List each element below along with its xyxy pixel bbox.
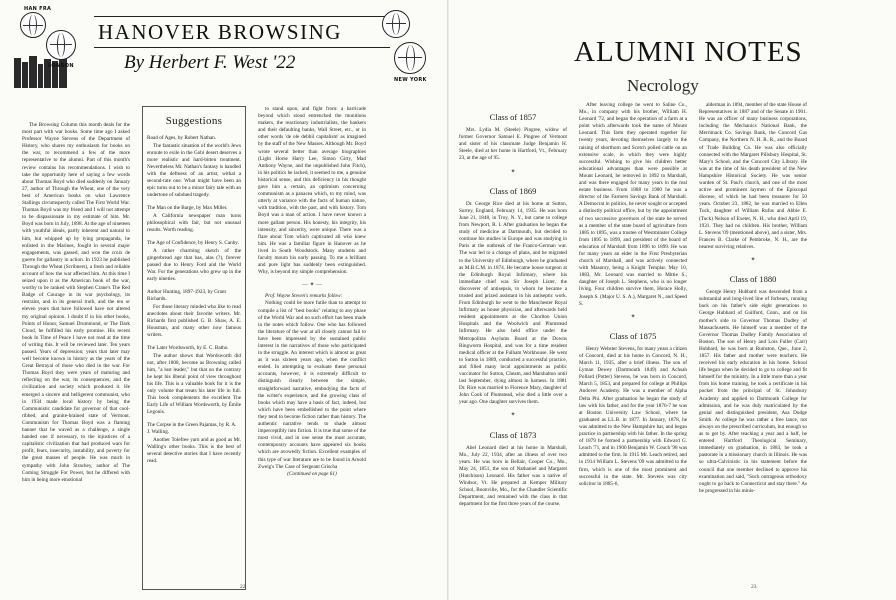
suggestion-book: Author Hunting, 1897-1923, by Grant Richards.: [147, 289, 226, 302]
column-text-r3: [699, 102, 807, 495]
seal-label: HAN FRA: [24, 6, 52, 12]
section-subtitle: Necrology: [627, 76, 699, 95]
divider-icon: — ✦ —: [301, 282, 323, 289]
column-text-r2: [579, 102, 687, 488]
right-page: [449, 0, 896, 600]
globe-icon: [382, 10, 410, 38]
suggestion-item: [147, 205, 241, 234]
class-heading: Class of 1880: [729, 274, 777, 285]
paragraph: The Browsing Column this month deals for the most part with war books. Some time ago I asked Professor Wayne Stevens of the Department of History, who shares my enthusiasm for books on the war, to recommend a few of the more representative to the alumni. Part of this month's review contains his recommendations. I wish to take the opportunity here of saying a few words about Thomas Boyd who died suddenly on January 27, author of Through the Wheat, one of the very best of American books on what Lawrence Stallings circumspectly called The First World War. Thomas Boyd was my friend and I will not attempt to be dispassionate in my estimate of him. Mr. Boyd was born in July, 1898. At the age of nineteen with youthful ideals, partly inherent and natural to him, but whipped up by lying propaganda, he enlisted in the Marines, fought in several major engagements, was gassed, and won the croix de guerre for gallantry in action. In 1923 he published Through the Wheat (Scribners), a fresh and reliable account of how the war affected him. At this time I seized upon it as the American book of the war, worthy to be ranked with Stephen Crane's The Red Badge of Courage in its war psychology, its restraint, and in its general truth, and the ten or eleven years that have followed have not altered my original opinion. I doubt if in his other books, Points of Honor, Samuel Drummond, or The Dark Cloud, he fulfilled his early promise. His recent book In Time of Peace I have not read at the time of writing this. It will be reviewed later. Ten years passed. Years of depression; years that later may well become known in history as the years of the Great Betrayal of those who died in the war. For Thomas Boyd they were years of maturing and reflecting on the war, its consequences, and the civilization and society which produced it. He emerged a sincere and belligerent communist, who in 1934 made local history by being the Communistic candidate for governor of that cool-ribbed, and granite-brained state of Vermont. Communism for Thomas Boyd was a flaming banner that he waved as a challenge, a single handed one if necessary, to the injustices of a capitalistic civilization that had produced wars for profit, fears, insecurity, instability, and poverty for the great masses of people. He was much in sympathy with John Strachey, author of The Coming Struggle For Power, but he differed with him in being more emotional: [22, 122, 130, 483]
seal-label: NEW YORK: [394, 77, 427, 83]
continued-note: (Continued on page 61): [287, 470, 337, 477]
globe-icon: [20, 12, 46, 38]
suggestion-desc: Another Tolefree yarn and as good as Mr. Walling's other books. This is the best of several detective stories that I have recently read.: [147, 437, 241, 464]
page-number: 22: [240, 584, 246, 590]
suggestion-desc: A California newspaper man turns philosophical with fair, but not unusual results. Worth reading.: [147, 213, 241, 233]
column-text-r1: [459, 102, 567, 509]
suggestion-book: The Man on the Barge, by Max Miller.: [147, 205, 228, 211]
divider-icon: ✦: [510, 168, 516, 175]
paragraph: Nothing could be more futile than to attempt to compile a list of "best books" relating to any phase of the World War and no such effort has been made in the notes which follow. One who has followed the literature of the war at all closely cannot fail to have been impressed by the sustained public interest in the narratives of those who participated in the struggle. An interest which is almost as great as it was sixteen years ago, when the conflict ended. In attempting to evaluate these personal accounts, however, it is extremely difficult to distinguish clearly between the simple, straightforward narrative, embodying the facts of the writer's experience, and the growing class of books which may have a basis of fact, indeed, but which have been embellished to the point where they tend to become fiction rather than history. The authentic narrative tends to shade almost imperceptibly into fiction. It is true that some of the most vivid, and in one sense the most accurate, contemporary accounts have appeared six books which are avowedly fiction. Excellent examples of this type of war literature are to be found in Arnold Zweig's The Case of Sergeant Grischa: [258, 300, 366, 470]
banner-rule-mid: [94, 47, 390, 48]
column-banner: [6, 6, 436, 96]
seal-label: LONDON: [48, 63, 74, 69]
class-heading: Class of 1875: [609, 330, 657, 341]
class-heading: Class of 1869: [489, 185, 537, 196]
section-heading: Prof. Wayne Steven's remarks follow:: [265, 293, 343, 300]
suggestion-item: [147, 422, 241, 465]
suggestion-desc: For those literary minded who like to read anecdotes about their favorite writers. Mr. Richards first published G. B. Shaw, A. E. Housman, and many other now famous writers.: [147, 304, 241, 338]
suggestion-desc: A rather charming sketch of the gingerbread age that has, alas (?), forever passed due to Henry Ford and the World War. For the generations who grew up in the early nineties.: [147, 248, 241, 282]
class-heading: Class of 1857: [489, 112, 537, 122]
column-text-3: [258, 106, 366, 478]
column-title: HANOVER BROWSING: [98, 20, 342, 44]
left-page: [0, 0, 447, 600]
suggestion-desc: The fantastic situation of the world's Jews enroute to exile in the Gobi desert deserves a more realistic and hard-bitten treatment. Nevertheless Mr. Nathan's fantasy is handled with the deftness of an artist, withal a second-rate one. What might have been an epic turns out to be a minor fairy tale with an undertone of subdued tragedy.: [147, 143, 241, 198]
obituary: After leaving college he went to Saline Co., Mo., in company with his brother, William H. Leonard '72, and began the operation of a farm at a point which afterwards took the name of Mount Leonard. This farm they operated together for twenty years, devoting themselves largely to the raising of shorthorn and Scotch polled cattle on an extensive scale, in which they were highly successful. Wishing to give his children better educational advantages than were possible at Mount Leonard, he removed in 1892 to Marshall, and was there engaged for many years in the real estate business. From 1888 to 1900 he was a director of the Farmers Savings Bank of Marshall. A Democrat in politics, he never sought or accepted a distinctly political office, but by the appointment of two successive governors of the state he served as a member of the state board of agriculture from 1885 to 1895, was a trustee of Westminster College from 1895 to 1899, and president of the board of education of Marshall from 1896 to 1899. He was for many years an elder in the First Presbyterian church of Marshall, and was actively connected with Masonry, being a Knight Templar. May 10, 1883, Mr. Leonard was married to Mittie S., daughter of Joseph L. Stephens, who is no longer living. Four children survive them, Horace Holly, Joseph S. (Major U. S. A.), Margaret N., and Speed S.: [579, 102, 687, 307]
divider-icon: ✦: [510, 412, 516, 419]
suggestion-book: The Age of Confidence, by Henry S. Canby.: [147, 240, 239, 246]
paragraph: to stand upon, and fight from: a barricade beyond which stood entrenched the munitions makers, the reactionary industrialists, the bankers and their defaulting banks, Wall Street, etc., or in other words 'de ole debbil capitalism' as imagined by the staff of the New Masses. Although Mr. Boyd wrote several better than average biographies (Light Horse Harry Lee, Simon Girty, Mad Anthony Wayne, and the unpublished John Fitch), in his politics he lacked, it seemed to me, a genuine historical sense, and this deficiency in his thought gave him a certain, an optimism concerning communism as a panacea which, to my mind, was utterly at variance with the facts of human nature, with tradition, with the past, and with history. Tom Boyd was a man of action. I have never known a more gallant person. His honesty, his integrity, his intensity, and sincerity, were unique. There was a flare about Tom which captivated all who knew him. He was a familiar figure in Hanover as he lived in South Woodstock. Many students and faculty mourn his early passing. To me a brilliant and pure light has suddenly been extinguished. Why, is beyond my simple comprehension.: [258, 106, 366, 276]
column-text-1: [22, 122, 130, 484]
suggestion-book: The Corpse in the Green Pajamas, by R. A. J. Walling.: [147, 422, 237, 435]
obituary: Henry Webster Stevens, for many years a citizen of Concord, died at his home in Concord, N. H., March 11, 1935, after a brief illness. The son of Lyman Dewey (Dartmouth 1849) and Achsah Pollard (Potter) Stevens, he was born in Concord, March 5, 1853, and prepared for college at Phillips Andover Academy. He was a member of Alpha Delta Phi. After graduation he began the study of law with his father, and for the year 1876-7 he was at Boston University Law School, where he graduated as LL.B. in 1877. In January, 1878, he was admitted to the New Hampshire bar, and began practice in partnership with his father. In the spring of 1879 he formed a partnership with Edward G. Leach '71, and in 1900 Benjamin W. Couch '98 was admitted to the firm. In 1915 Mr. Leach retired, and in 1914 William L. Stevens '09 was admitted to the firm, which is one of the most prominent and successful in the state. Mr. Stevens was city solicitor in 1885-6,: [579, 345, 687, 487]
obituary: alderman in 1894, member of the state House of Representatives in 1887 and of the Senate in 1901. He was an officer of many business corporations, including the Mechanics National Bank, the Merrimack Co. Savings Bank, the Concord Gas Company, the Northern N. H. R. R., and the Board of Trade Building Co. He was also officially connected with the Margaret Pillsbury Hospital, St. Mary's School, and the Concord City Library. He was at the time of his death president of the New Hampshire Historical Society. He was senior warden of St. Paul's church, and one of the most active and prominent laymen of the Episcopal diocese, of which he had been treasurer for 50 years. October 23, 1882, he was married to Ellen Tuck, daughter of William Rufus and Abbie E. (Tuck) Nelson of Exeter, N. H., who died April 19, 1931. They had no children. His brother, William L. Stevens '09 (mentioned above), and a sister, Mrs. Frances B. Clarke of Pembroke, N. H., are the nearest surviving relatives.: [699, 102, 807, 250]
page-number: 23: [751, 584, 757, 590]
divider-icon: ✦: [750, 256, 756, 263]
suggestions-box: [142, 106, 246, 590]
suggestion-item: [147, 135, 241, 199]
obituary: Dr. George Rice died at his home at Sutton, Surrey, England, February 14, 1935. He was born June 21, 1848, in Troy, N. Y., but came to college from Newport, R. I. After graduation he began the study of medicine at Dartmouth, but decided to continue his studies in Europe and was studying in Paris at the outbreak of the Franco-German war. The war led to a change of plans, and he migrated to the University of Edinburgh, where he graduated as M.B.C.M. in 1874. He became house surgeon at the Edinburgh Royal Infirmary, where his immediate chief was Sir Joseph Lister, the discoverer of antisepsis, to whom he became a trusted and prized assistant in his antiseptic work. From Edinburgh he went to the Manchester Royal Infirmary as house physician, and afterwards held resident appointments at the Chorlton Union Hospitals and the Woolwich and Plumstead Infirmary. He also held office under the Metropolitan Asylums Board at the Downs Ringworm Hospital, and was for a time resident medical officer at the Fulham Workhouse. He went to Sutton in 1889, conducted a successful practice, and filled many local appointments as public vaccinator for Sutton, Cheam, and Marshalton until last September, dying almost in harness. In 1881 Dr. Rice was married to Florence Mary, daughter of John Cook of Plumstead, who died a little over a year ago. One daughter survives them.: [459, 200, 567, 406]
suggestion-item: [147, 240, 241, 283]
column-byline: By Herbert F. West '22: [124, 52, 296, 73]
suggestion-book: Road of Ages, by Robert Nathan.: [147, 135, 217, 141]
class-heading: Class of 1873: [489, 429, 537, 440]
suggestion-item: [147, 345, 241, 416]
obituary: Mrs. Lydia M. (Steele) Pingree, widow of former Governor Samuel E. Pingree of Vermont and sister of his classmate Judge Benjamin H. Steele, died at her home in Hartford, Vt., February 23, at the age of 95.: [459, 127, 567, 162]
suggestion-desc: The author shows that Wordsworth did not, after 1808, become as Browning called him, "a lost leader," but that on the contrary he kept his liberal point of view throughout his life. This is a valuable book for it is the only volume that treats his later life in full. This book complements the excellent The Early Life of William Wordsworth, by Émile Legouis.: [147, 353, 241, 415]
divider-icon: ✦: [630, 313, 636, 320]
banner-rule-top: [94, 16, 390, 17]
globe-icon: [46, 30, 76, 60]
obituary: George Henry Hubbard was descended from a substantial and long-lived line of forbears, running back on his father's side eight generations to George Hubbard of Guilford, Conn., and on his mother's side to Governor Thomas Dudley of Massachusetts. He himself was a member of the Governor Thomas Dudley Family Association of Boston. The son of Henry and Lois Fuller (Carr) Hubbard, he was born at Rumston, Que., June 2, 1857. His father and mother were teachers. He received his early education in his home. School life began when he decided to go to college and fit himself for the ministry. In a little more than a year from his home training, he took a certificate in his pocket from the principal of St. Johnsbury Academy and applied to Dartmouth College for admission, and he was duly matriculated by the genial and distinguished president, Asa Dodge Smith. At college he was rather a free lance, not always on the prescribed curriculum, but enough so as to get by. After teaching a year and a half, he entered Hartford Theological Seminary, immediately on graduation, in 1883, he took a pastorate in a missionary church in Illinois. He was so ultra-Calvinistic in his statement before the council that one member declined to approve his examination and said, "Such outrageous orthodoxy ought to go back to Connecticut and stay there." As he progressed in his minis-: [699, 289, 807, 494]
globe-icon: [394, 42, 426, 74]
suggestions-title: Suggestions: [165, 115, 223, 127]
suggestion-item: [147, 289, 241, 339]
suggestion-book: The Later Wordsworth, by E. C. Batho.: [147, 345, 229, 351]
section-title: ALUMNI NOTES: [574, 36, 803, 68]
obituary: Abel Leonard died at his home in Marshall, Mo., July 22, 1934, after an illness of over two years. He was born in Bellair, Cooper Co., Mo., May 24, 1851, the son of Nathaniel and Margaret (Hutchison) Leonard. His father was a native of Windsor, Vt. He prepared at Kemper Military School, Boonville, Mo., for the Chandler Scientific Department, and remained with the class in that department for the first three years of the course.: [459, 444, 567, 508]
